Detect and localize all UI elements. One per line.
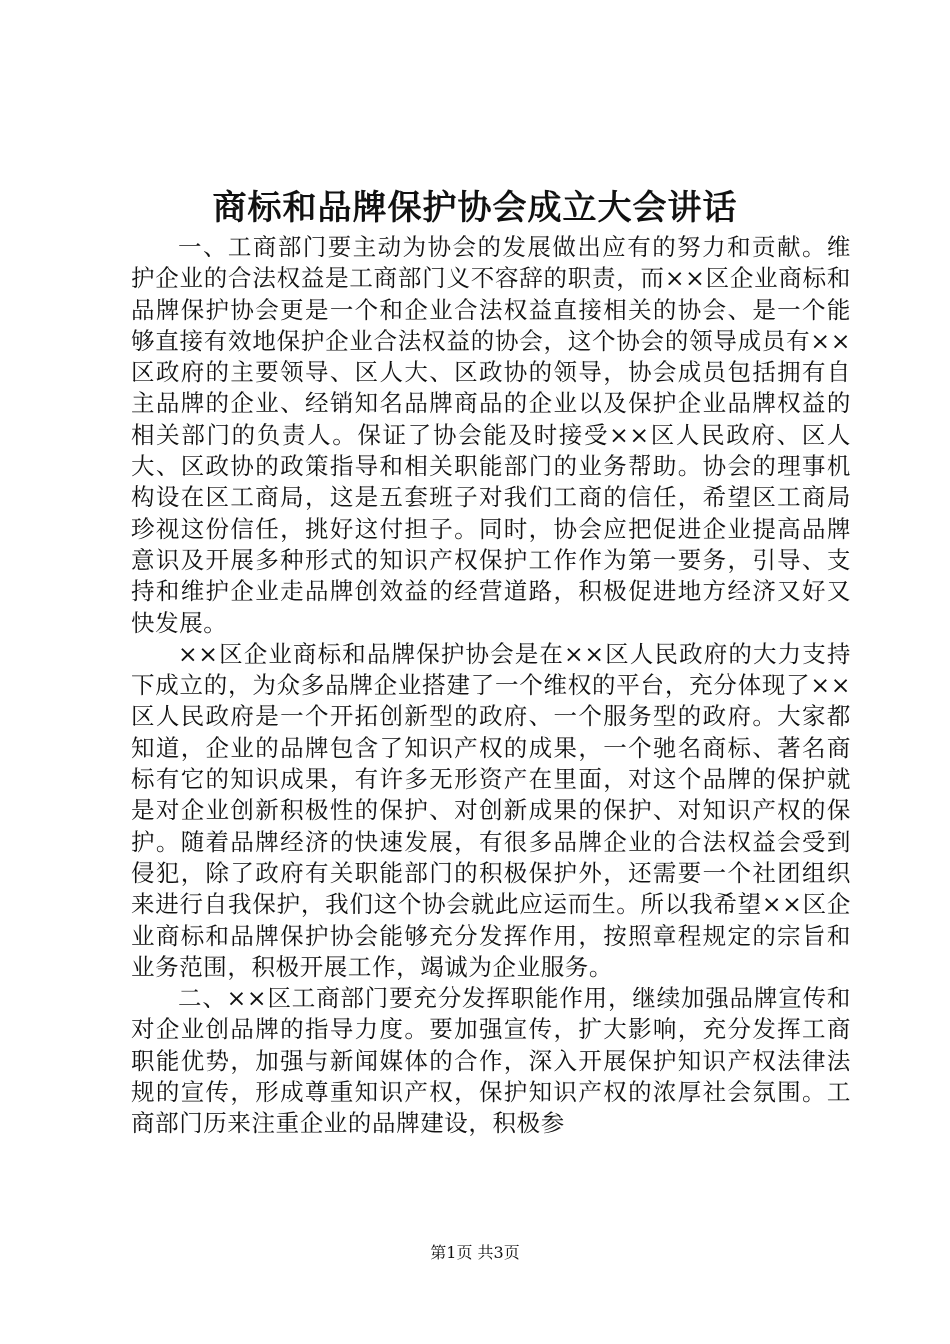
paragraph-3: 二、××区工商部门要充分发挥职能作用，继续加强品牌宣传和对企业创品牌的指导力度。要加强宣传，扩大影响，充分发挥工商职能优势，加强与新闻媒体的合作，深入开展保护知识产权法律法规的宣传，形成尊重知识产权，保护知识产权的浓厚社会氛围。工商部门历来注重企业的品牌建设，积极参 — [131, 984, 851, 1138]
document-title: 商标和品牌保护协会成立大会讲话 — [212, 188, 738, 228]
page-number-footer: 第1页 共3页 — [430, 1243, 520, 1262]
document-body — [131, 232, 851, 1140]
paragraph-2: ××区企业商标和品牌保护协会是在××区人民政府的大力支持下成立的，为众多品牌企业搭建了一个维权的平台，充分体现了××区人民政府是一个开拓创新型的政府、一个服务型的政府。大家都知道，企业的品牌包含了知识产权的成果，一个驰名商标、著名商标有它的知识成果，有许多无形资产在里面，对这个品牌的保护就是对企业创新积极性的保护、对创新成果的保护、对知识产权的保护。随着品牌经济的快速发展，有很多品牌企业的合法权益会受到侵犯，除了政府有关职能部门的积极保护外，还需要一个社团组织来进行自我保护，我们这个协会就此应运而生。所以我希望××区企业商标和品牌保护协会能够充分发挥作用，按照章程规定的宗旨和业务范围，积极开展工作，竭诚为企业服务。 — [131, 639, 851, 981]
paragraph-1: 一、工商部门要主动为协会的发展做出应有的努力和贡献。维护企业的合法权益是工商部门义不容辞的职责，而××区企业商标和品牌保护协会更是一个和企业合法权益直接相关的协会、是一个能够直接有效地保护企业合法权益的协会，这个协会的领导成员有××区政府的主要领导、区人大、区政协的领导，协会成员包括拥有自主品牌的企业、经销知名品牌商品的企业以及保护企业品牌权益的相关部门的负责人。保证了协会能及时接受××区人民政府、区人大、区政协的政策指导和相关职能部门的业务帮助。协会的理事机构设在区工商局，这是五套班子对我们工商的信任，希望区工商局珍视这份信任，挑好这付担子。同时，协会应把促进企业提高品牌意识及开展多种形式的知识产权保护工作作为第一要务，引导、支持和维护企业走品牌创效益的经营道路，积极促进地方经济又好又快发展。 — [131, 233, 851, 637]
